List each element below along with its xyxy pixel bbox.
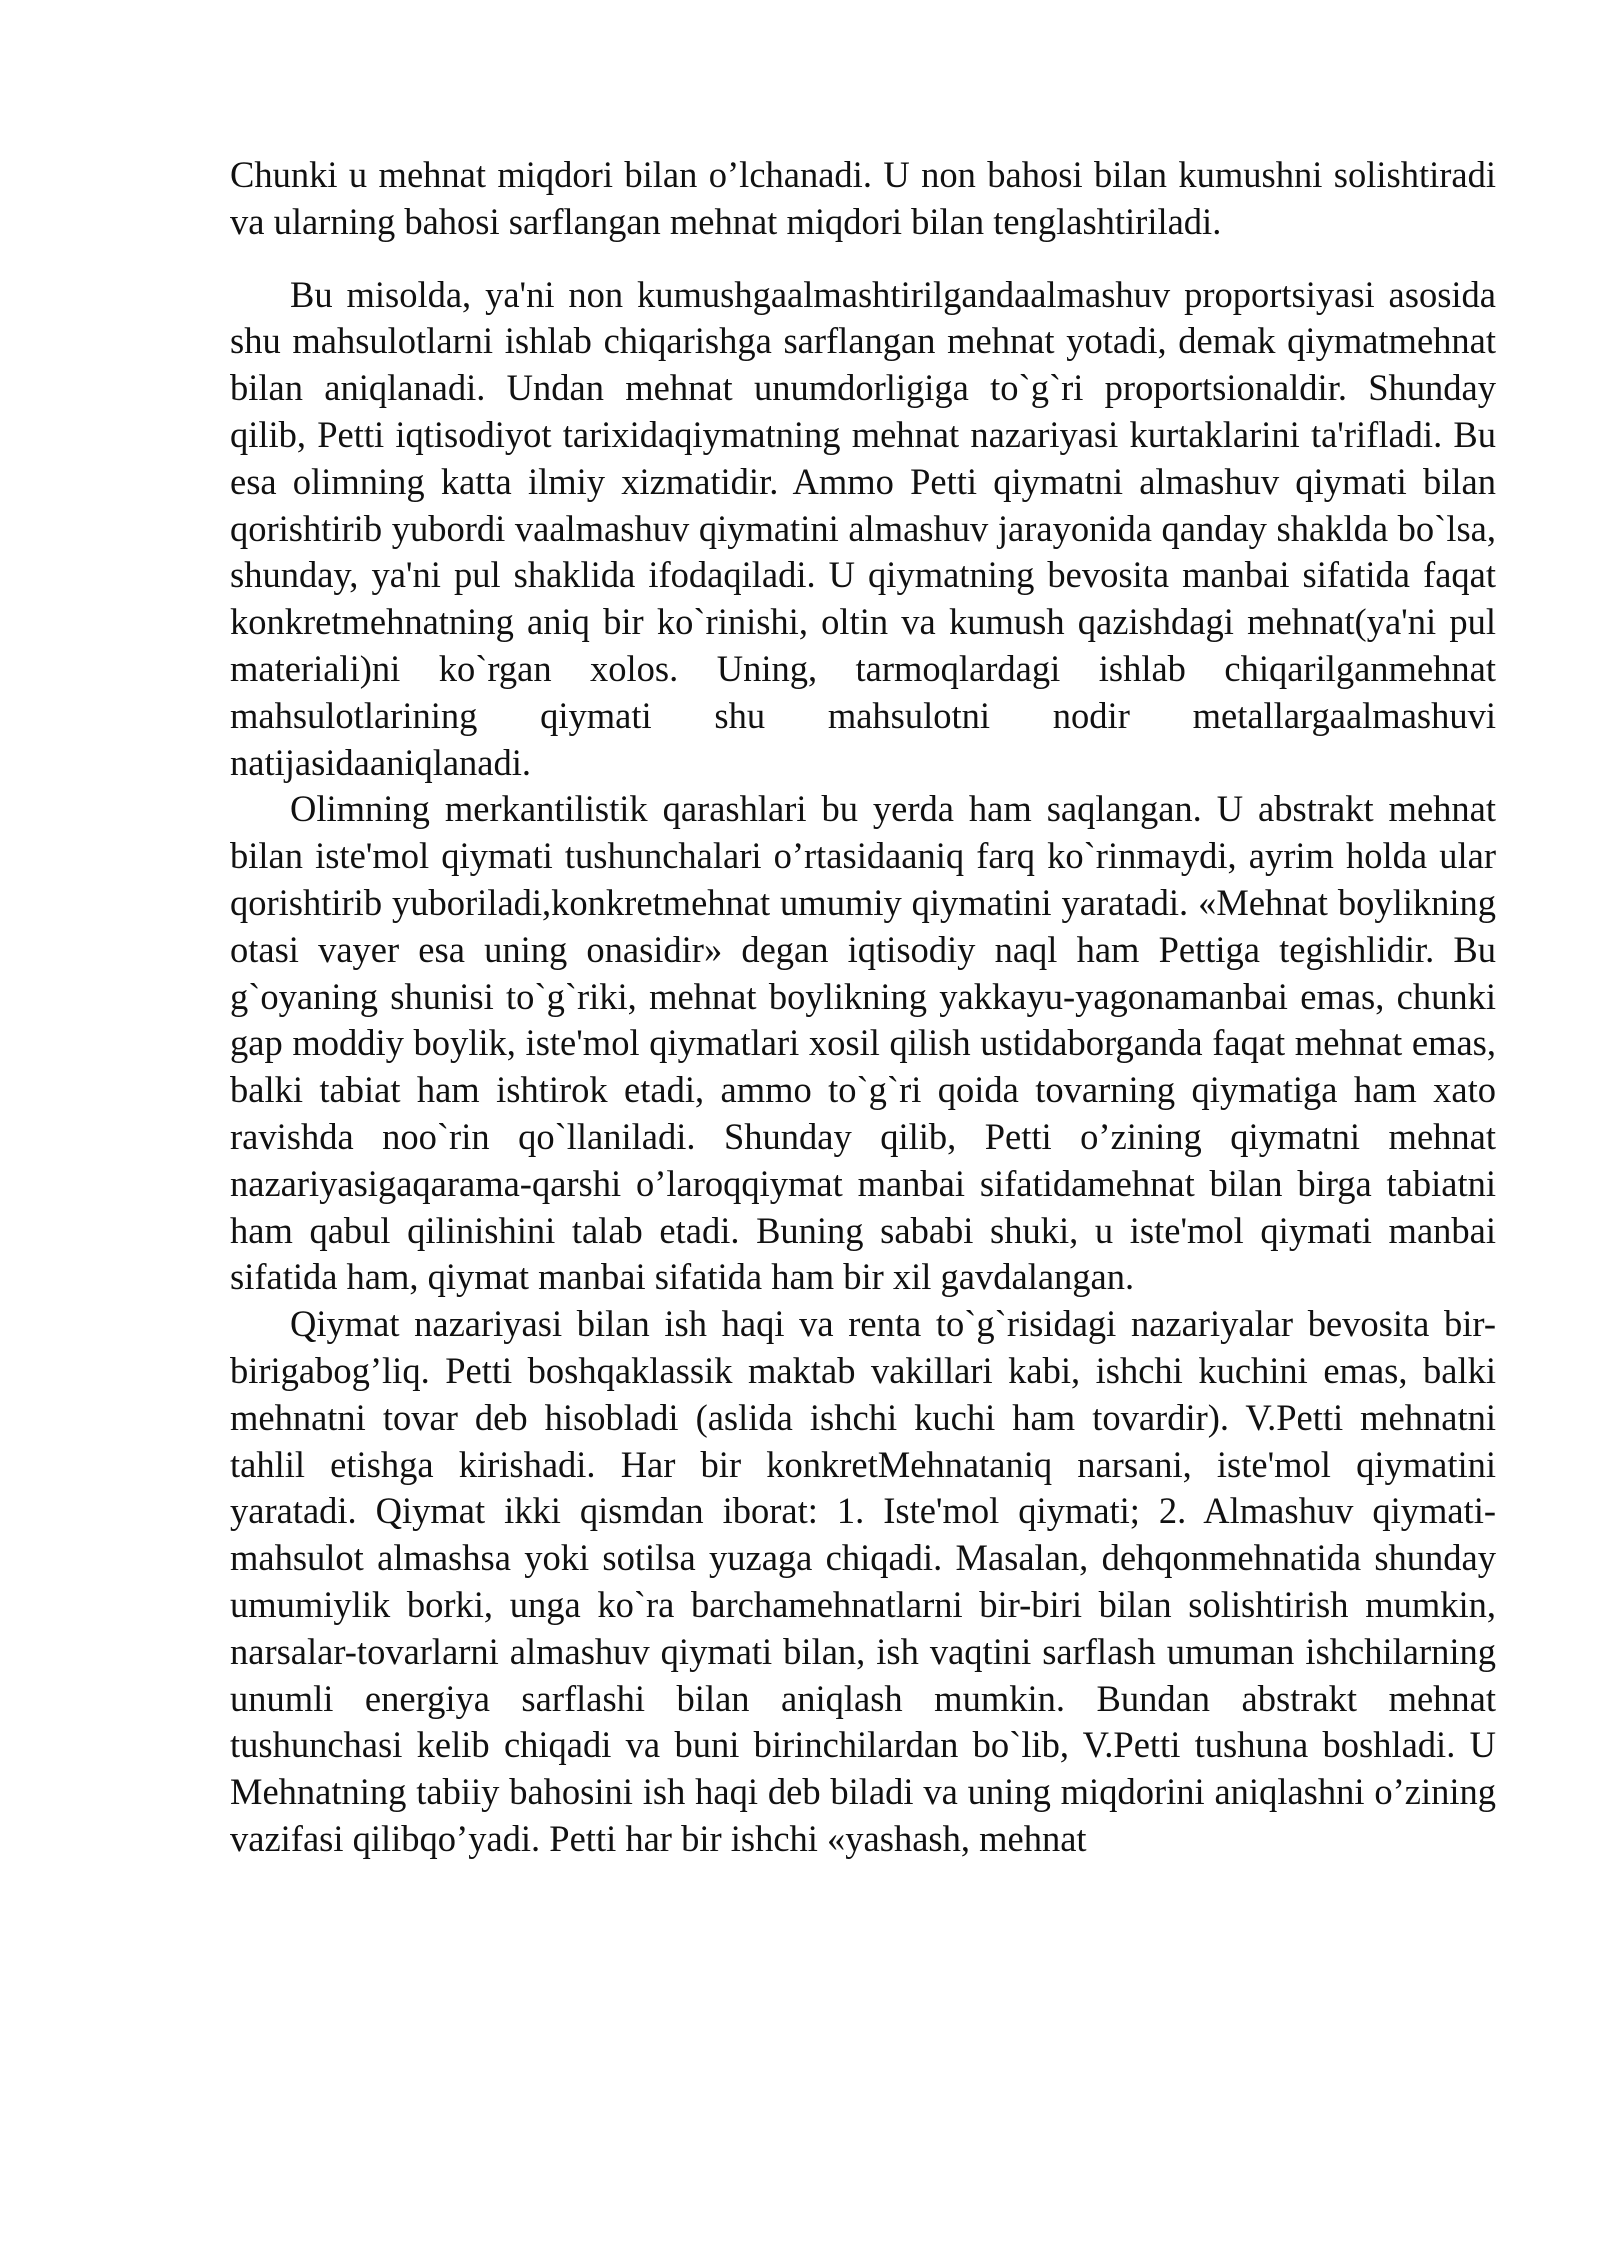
paragraph-2: Bu misolda, ya'ni non kumushgaalmashtirilgandaalmashuv proportsiyasi asosida shu mahsulotlarni ishlab chiqarishga sarflangan mehnat yotadi, demak qiymatmehnat bilan aniqlanadi. Undan mehnat unumdorligiga to`g`ri proportsionaldir. Shunday qilib, Petti iqtisodiyot tarixidaqiymatning mehnat nazariyasi kurtaklarini ta'rifladi. Bu esa olimning katta ilmiy xizmatidir. Ammo Petti qiymatni almashuv qiymati bilan qorishtirib yubordi vaalmashuv qiymatini almashuv jarayonida qanday shaklda bo`lsa, shunday, ya'ni pul shaklida ifodaqiladi. U qiymatning bevosita manbai sifatida faqat konkretmehnatning aniq bir ko`rinishi, oltin va kumush qazishdagi mehnat(ya'ni pul materiali)ni ko`rgan xolos. Uning, tarmoqlardagi ishlab chiqarilganmehnat mahsulotlarining qiymati shu mahsulotni nodir metallargaalmashuvi natijasidaaniqlanadi. [230, 273, 1496, 783]
document-page [230, 152, 1496, 1863]
paragraph-1: Chunki u mehnat miqdori bilan o’lchanadi. U non bahosi bilan kumushni solishtiradi va ularning bahosi sarflangan mehnat miqdori bilan tenglashtiriladi. [230, 154, 1496, 242]
paragraph-3: Olimning merkantilistik qarashlari bu yerda ham saqlangan. U abstrakt mehnat bilan iste'mol qiymati tushunchalari o’rtasidaaniq farq ko`rinmaydi, ayrim holda ular qorishtirib yuboriladi,konkretmehnat umumiy qiymatini yaratadi. «Mehnat boylikning otasi vayer esa uning onasidir» degan iqtisodiy naql ham Pettiga tegishlidir. Bu g`oyaning shunisi to`g`riki, mehnat boylikning yakkayu-yagonamanbai emas, chunki gap moddiy boylik, iste'mol qiymatlari xosil qilish ustidaborganda faqat mehnat emas, balki tabiat ham ishtirok etadi, ammo to`g`ri qoida tovarning qiymatiga ham xato ravishda noo`rin qo`llaniladi. Shunday qilib, Petti o’zining qiymatni mehnat nazariyasigaqarama-qarshi o’laroqqiymat manbai sifatidamehnat bilan birga tabiatni ham qabul qilinishini talab etadi. Buning sababi shuki, u iste'mol qiymati manbai sifatida ham, qiymat manbai sifatida ham bir xil gavdalangan. [230, 788, 1496, 1298]
paragraph-4: Qiymat nazariyasi bilan ish haqi va renta to`g`risidagi nazariyalar bevosita bir-birigabog’liq. Petti boshqaklassik maktab vakillari kabi, ishchi kuchini emas, balki mehnatni tovar deb hisobladi (aslida ishchi kuchi ham tovardir). V.Petti mehnatni tahlil etishga kirishadi. Har bir konkretMehnataniq narsani, iste'mol qiymatini yaratadi. Qiymat ikki qismdan iborat: 1. Iste'mol qiymati; 2. Almashuv qiymati- mahsulot almashsa yoki sotilsa yuzaga chiqadi. Masalan, dehqonmehnatida shunday umumiylik borki, unga ko`ra barchamehnatlarni bir-biri bilan solishtirish mumkin, narsalar-tovarlarni almashuv qiymati bilan, ish vaqtini sarflash umuman ishchilarning unumli energiya sarflashi bilan aniqlash mumkin. Bundan abstrakt mehnat tushunchasi kelib chiqadi va buni birinchilardan bo`lib, V.Petti tushuna boshladi. U Mehnatning tabiiy bahosini ish haqi deb biladi va uning miqdorini aniqlashni o’zining vazifasi qilibqo’yadi. Petti har bir ishchi «yashash, mehnat [230, 1303, 1496, 1859]
